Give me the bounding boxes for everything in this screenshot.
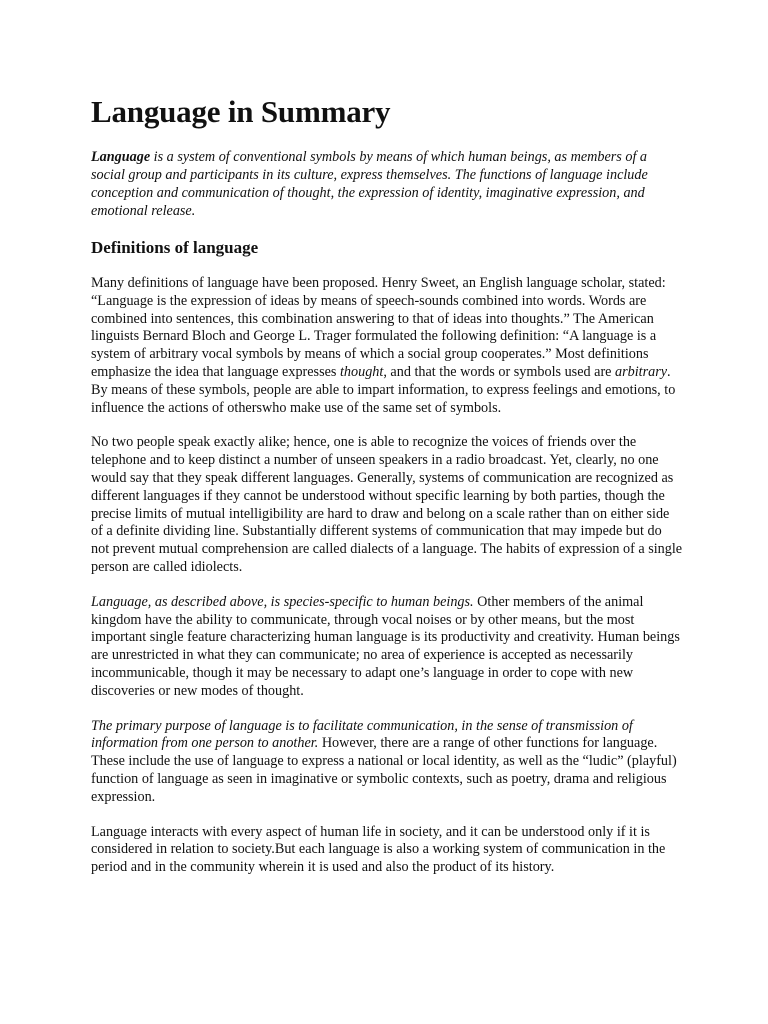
paragraph-definitions <box>91 275 683 417</box>
document-page <box>91 92 683 877</box>
paragraph-purpose <box>91 718 683 807</box>
paragraph-text: No two people speak exactly alike; hence, one is able to recognize the voices of friends over the telephone and to keep distinct a number of unseen speakers in a radio broadcast. Yet, clearly, no one would say that they speak different languages. Generally, systems of communication are recognized as different languages if they cannot be understood without specific learning by both parties, though the precise limits of mutual intelligibility are hard to draw and belong on a scale rather than on either side of a definite dividing line. Substantially different systems of communication that may impede but do not prevent mutual comprehension are called dialects of a language. The habits of expression of a single person are called idiolects. <box>91 434 683 575</box>
section-heading: Definitions of language <box>91 238 259 257</box>
paragraph-text: Other members of the animal kingdom have the ability to communicate, through vocal noises or by other means, but the most important single feature characterizing human language is its productivity and creativity. Human beings are unrestricted in what they can communicate; no area of experience is accepted as necessarily incommunicable, though it may be necessary to adapt one’s language in order to cope with new discoveries or new modes of thought. <box>91 593 680 699</box>
emphasis-sentence: The primary purpose of language is to facilitate communication, in the sense of transmission of information from one person to another. <box>91 717 633 752</box>
emphasis-arbitrary: arbitrary <box>615 363 668 380</box>
emphasis-sentence: Language, as described above, is species-specific to human beings. <box>91 593 474 610</box>
paragraph-dialects <box>91 434 683 576</box>
paragraph-text: Many definitions of language have been proposed. Henry Sweet, an English language scholar, stated: “Language is the expression of ideas by means of speech-sounds combined into words. Words are combined into sentences, this combination answering to that of ideas into thoughts.” The American linguists Bernard Bloch and George L. Trager formulated the following definition: “A language is a system of arbitrary vocal symbols by means of which a social group cooperates.” Most definitions emphasize the idea that language expresses <box>91 275 666 380</box>
intro-term: Language <box>91 149 151 165</box>
paragraph-text: , and that the words or symbols used are <box>383 363 616 380</box>
emphasis-thought: thought <box>339 363 384 380</box>
intro-text: is a system of conventional symbols by means of which human beings, as members of a social group and participants in its culture, express themselves. The functions of language include conception and communication of thought, the expression of identity, imaginative expression, and emotional release. <box>91 149 648 219</box>
paragraph-species-specific <box>91 594 683 701</box>
intro-paragraph <box>91 148 683 220</box>
paragraph-text: . By means of these symbols, people are able to impart information, to express feelings and emotions, to influence the actions of otherswho make use of the same set of symbols. <box>91 363 676 416</box>
paragraph-text: However, there are a range of other functions for language. These include the use of language to express a national or local identity, as well as the “ludic” (playful) function of language as seen in imaginative or symbolic contexts, such as poetry, drama and religious expression. <box>91 735 677 805</box>
paragraph-society <box>91 824 683 877</box>
paragraph-text: Language interacts with every aspect of human life in society, and it can be understood only if it is considered in relation to society.But each language is also a working system of communication in the period and in the community wherein it is used and also the product of its history. <box>91 823 666 876</box>
document-title: Language in Summary <box>91 94 391 129</box>
